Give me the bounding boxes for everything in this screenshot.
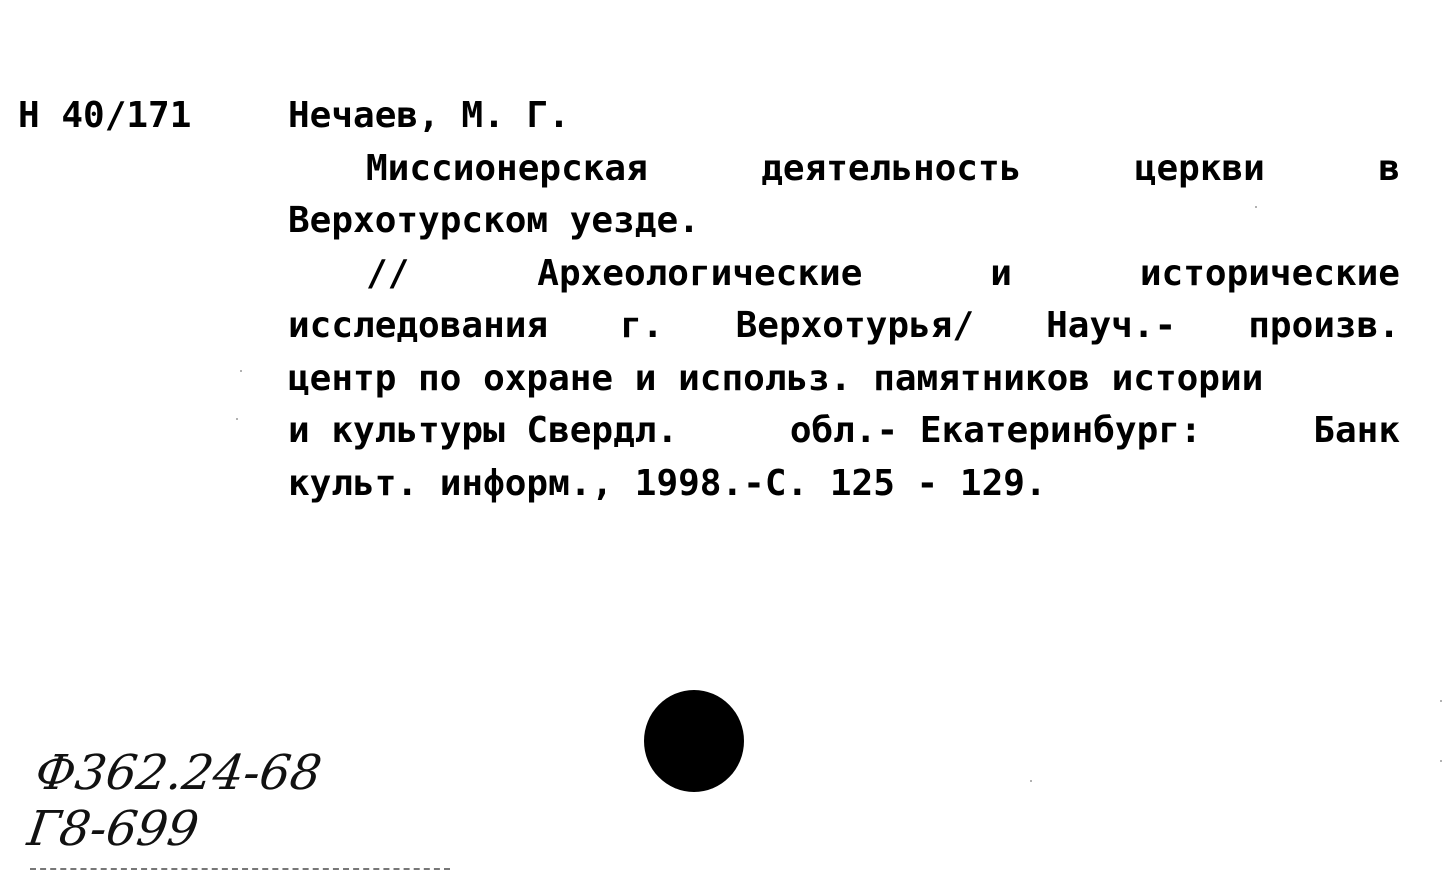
punch-hole	[644, 690, 744, 792]
title-line-2: Верхотурском уезде.	[288, 200, 700, 241]
author: Нечаев, М. Г.	[288, 95, 570, 136]
scan-speck	[1030, 780, 1032, 782]
scan-speck	[1440, 760, 1442, 762]
call-number: Н 40/171	[18, 95, 192, 136]
scan-speck	[240, 370, 242, 372]
source-word: Науч.-	[1046, 305, 1177, 346]
source-line-3: центр по охране и использ. памятников истории	[288, 357, 1264, 399]
source-word: и культуры Свердл.	[288, 410, 679, 451]
bibliographic-entry	[288, 90, 1400, 510]
source-line-5: культ. информ., 1998.-С. 125 - 129.	[288, 462, 1047, 504]
source-word: Банк	[1313, 410, 1400, 451]
title-word: Миссионерская	[366, 147, 648, 189]
bottom-dashed-rule	[30, 868, 450, 870]
title-line-1	[288, 143, 1400, 196]
source-word: и	[990, 252, 1012, 294]
source-word: произв.	[1248, 305, 1400, 346]
source-line-2	[288, 300, 1400, 353]
title-word: в	[1378, 147, 1400, 189]
scan-speck	[236, 418, 238, 420]
handwritten-shelfmark	[24, 745, 325, 857]
source-word: //	[366, 252, 410, 294]
source-word: исследования	[288, 305, 549, 346]
shelfmark-line-1: Ф362.24-68	[32, 745, 325, 801]
source-word: Верхотурья/	[735, 305, 975, 346]
source-word: г.	[620, 305, 664, 346]
scan-speck	[1440, 700, 1442, 702]
source-line-4	[288, 405, 1400, 458]
source-word: исторические	[1139, 252, 1400, 294]
source-word: обл.- Екатеринбург:	[789, 410, 1202, 451]
source-line-1	[288, 248, 1400, 301]
shelfmark-line-2: Г8-699	[24, 801, 203, 857]
source-word: Археологические	[537, 252, 863, 294]
title-word: церкви	[1134, 147, 1265, 189]
title-word: деятельность	[761, 147, 1022, 189]
